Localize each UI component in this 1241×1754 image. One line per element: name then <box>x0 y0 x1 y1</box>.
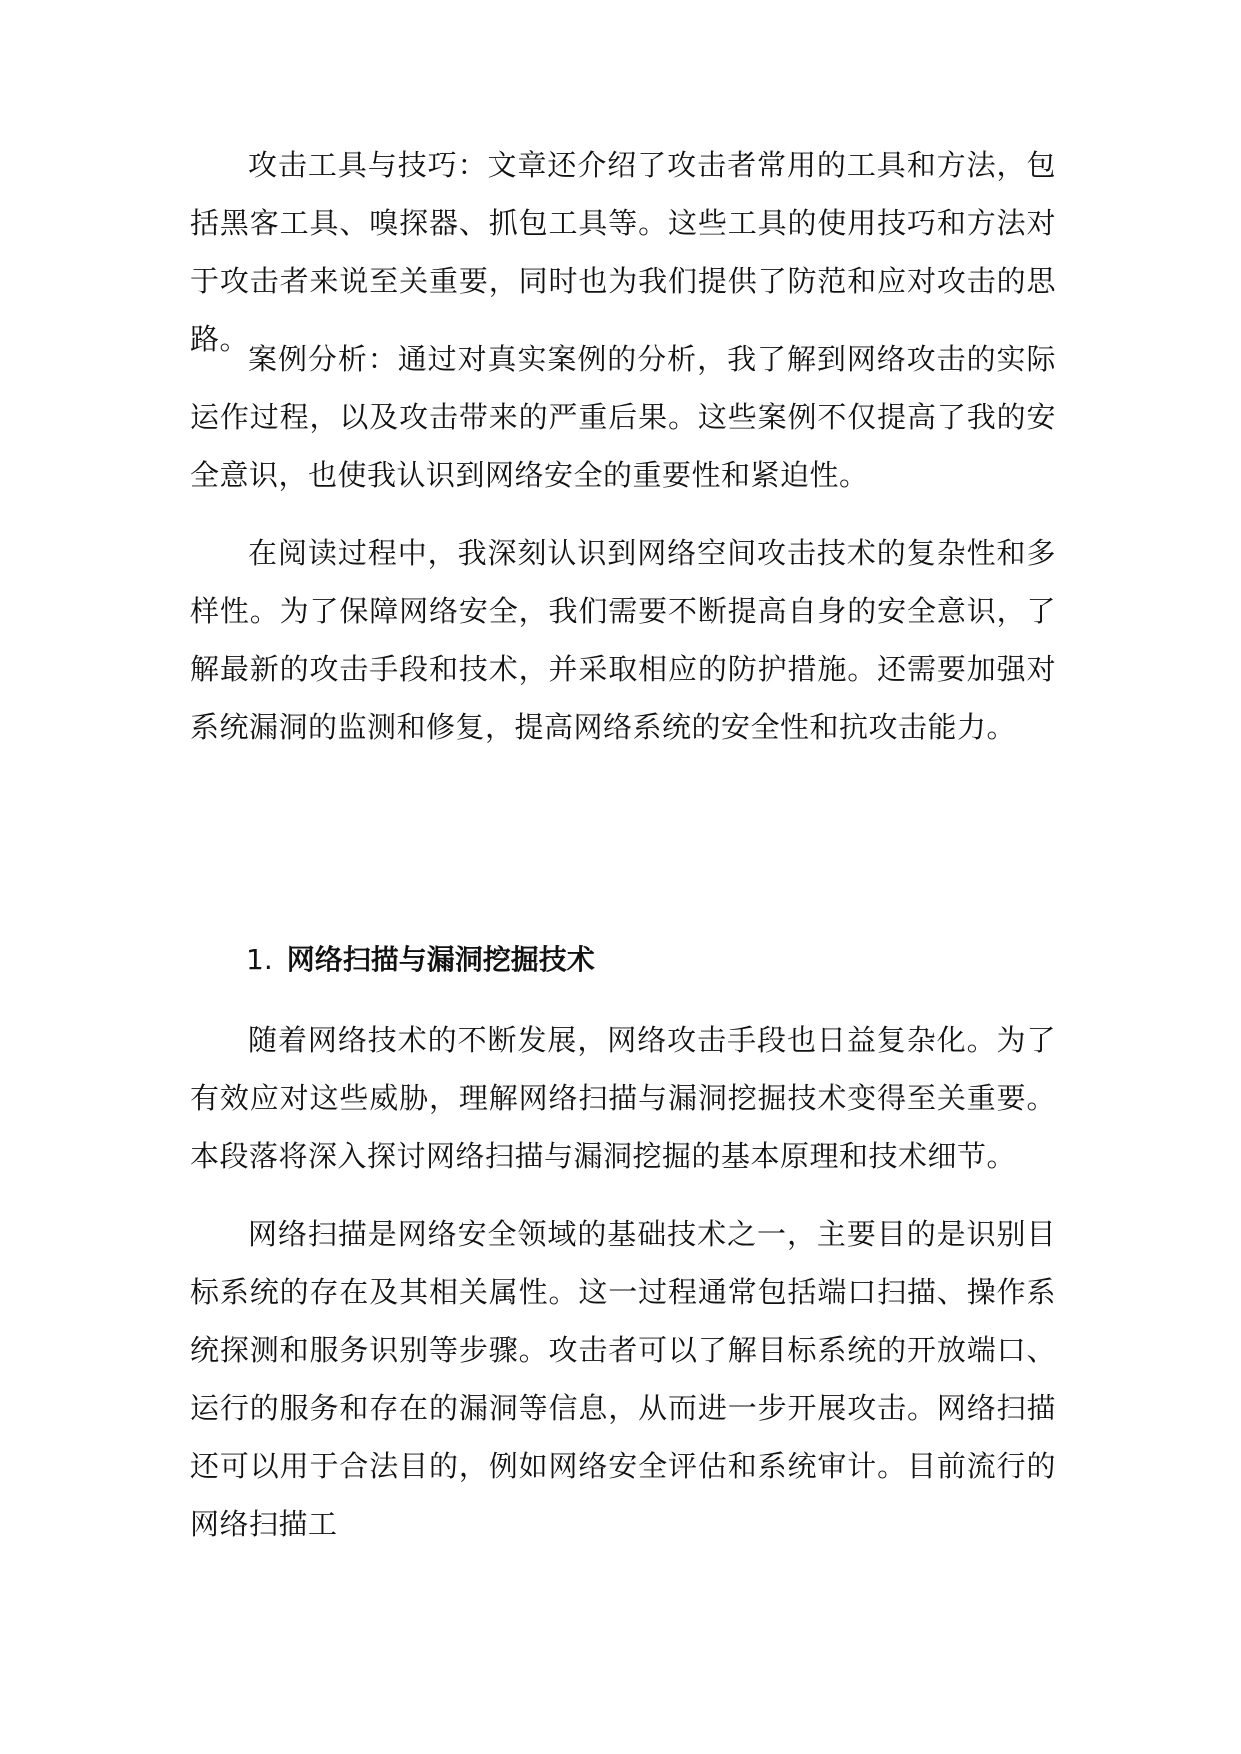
paragraph-scan-intro: 随着网络技术的不断发展，网络攻击手段也日益复杂化。为了有效应对这些威胁，理解网络扫描与漏洞挖掘技术变得至关重要。本段落将深入探讨网络扫描与漏洞挖掘的基本原理和技术细节。 <box>190 1023 1056 1173</box>
paragraph-attack-tools: 攻击工具与技巧：文章还介绍了攻击者常用的工具和方法，包括黑客工具、嗅探器、抓包工具等。这些工具的使用技巧和方法对于攻击者来说至关重要，同时也为我们提供了防范和应对攻击的思路。 <box>190 148 1056 356</box>
paragraph-reading-reflection: 在阅读过程中，我深刻认识到网络空间攻击技术的复杂性和多样性。为了保障网络安全，我们需要不断提高自身的安全意识，了解最新的攻击手段和技术，并采取相应的防护措施。还需要加强对系统漏洞的监测和修复，提高网络系统的安全性和抗攻击能力。 <box>190 536 1056 744</box>
section-number: 1. <box>246 943 273 976</box>
section-heading <box>246 940 595 980</box>
paragraph-scan-details: 网络扫描是网络安全领域的基础技术之一，主要目的是识别目标系统的存在及其相关属性。这一过程通常包括端口扫描、操作系统探测和服务识别等步骤。攻击者可以了解目标系统的开放端口、运行的服务和存在的漏洞等信息，从而进一步开展攻击。网络扫描还可以用于合法目的，例如网络安全评估和系统审计。目前流行的网络扫描工 <box>190 1217 1056 1541</box>
section-title: 网络扫描与漏洞挖掘技术 <box>286 943 595 976</box>
paragraph-case-analysis: 案例分析：通过对真实案例的分析，我了解到网络攻击的实际运作过程，以及攻击带来的严重后果。这些案例不仅提高了我的安全意识，也使我认识到网络安全的重要性和紧迫性。 <box>190 342 1056 492</box>
